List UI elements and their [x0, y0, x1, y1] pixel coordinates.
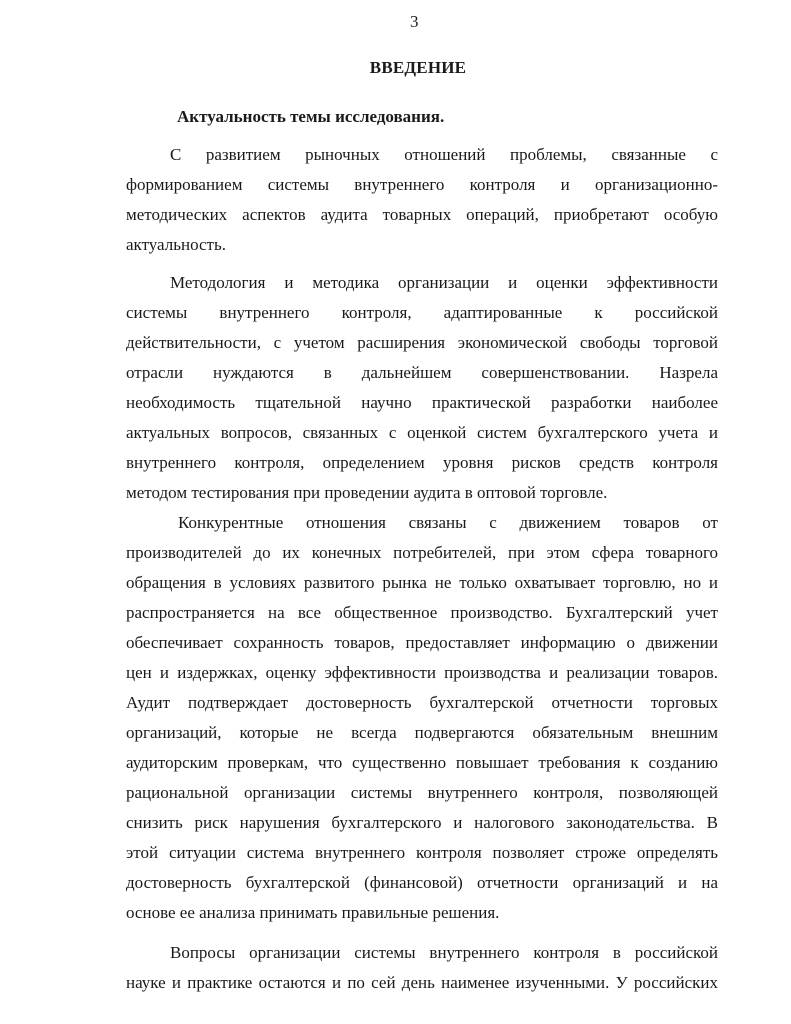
paragraph-4-line-2: науке и практике остаются и по сей день наименее изученными. У российских — [126, 973, 718, 992]
subsection-heading: Актуальность темы исследования. — [177, 107, 445, 126]
paragraph-2-line-6: актуальных вопросов, связанных с оценкой систем бухгалтерского учета и — [126, 423, 718, 442]
paragraph-2-line-3: действительности, с учетом расширения экономической свободы торговой — [126, 333, 718, 352]
page-number: 3 — [410, 12, 419, 31]
paragraph-2-line-2: системы внутреннего контроля, адаптированные к российской — [126, 303, 718, 322]
paragraph-3-line-1: Конкурентные отношения связаны с движением товаров от — [178, 513, 718, 532]
paragraph-1-line-1: С развитием рыночных отношений проблемы, связанные с — [170, 145, 718, 164]
paragraph-3-line-7: Аудит подтверждает достоверность бухгалтерской отчетности торговых — [126, 693, 718, 712]
paragraph-3-line-12: этой ситуации система внутреннего контроля позволяет строже определять — [126, 843, 718, 862]
paragraph-3-line-3: обращения в условиях развитого рынка не только охватывает торговлю, но и — [126, 573, 718, 592]
paragraph-3-line-4: распространяется на все общественное производство. Бухгалтерский учет — [126, 603, 718, 622]
paragraph-3-line-9: аудиторским проверкам, что существенно повышает требования к созданию — [126, 753, 718, 772]
paragraph-3-line-5: обеспечивает сохранность товаров, предоставляет информацию о движении — [126, 633, 718, 652]
paragraph-3-line-13: достоверность бухгалтерской (финансовой) отчетности организаций и на — [126, 873, 718, 892]
paragraph-3-line-8: организаций, которые не всегда подвергаются обязательным внешним — [126, 723, 718, 742]
section-heading: ВВЕДЕНИЕ — [369, 58, 467, 77]
paragraph-3-line-6: цен и издержках, оценку эффективности производства и реализации товаров. — [126, 663, 718, 682]
paragraph-3-line-10: рациональной организации системы внутреннего контроля, позволяющей — [126, 783, 718, 802]
paragraph-2-line-8: методом тестирования при проведении аудита в оптовой торговле. — [126, 483, 608, 502]
paragraph-3-line-14: основе ее анализа принимать правильные решения. — [126, 903, 500, 922]
paragraph-1-line-3: методических аспектов аудита товарных операций, приобретают особую — [126, 205, 718, 224]
paragraph-2-line-7: внутреннего контроля, определением уровня рисков средств контроля — [126, 453, 718, 472]
paragraph-3-line-2: производителей до их конечных потребителей, при этом сфера товарного — [126, 543, 718, 562]
paragraph-2-line-4: отрасли нуждаются в дальнейшем совершенствовании. Назрела — [126, 363, 718, 382]
paragraph-1-line-2: формированием системы внутреннего контроля и организационно- — [126, 175, 718, 194]
paragraph-2-line-5: необходимость тщательной научно практической разработки наиболее — [126, 393, 718, 412]
paragraph-2-line-1: Методология и методика организации и оценки эффективности — [170, 273, 718, 292]
paragraph-1-line-4: актуальность. — [126, 235, 226, 254]
paragraph-3-line-11: снизить риск нарушения бухгалтерского и налогового законодательства. В — [126, 813, 718, 832]
paragraph-4-line-1: Вопросы организации системы внутреннего контроля в российской — [170, 943, 718, 962]
